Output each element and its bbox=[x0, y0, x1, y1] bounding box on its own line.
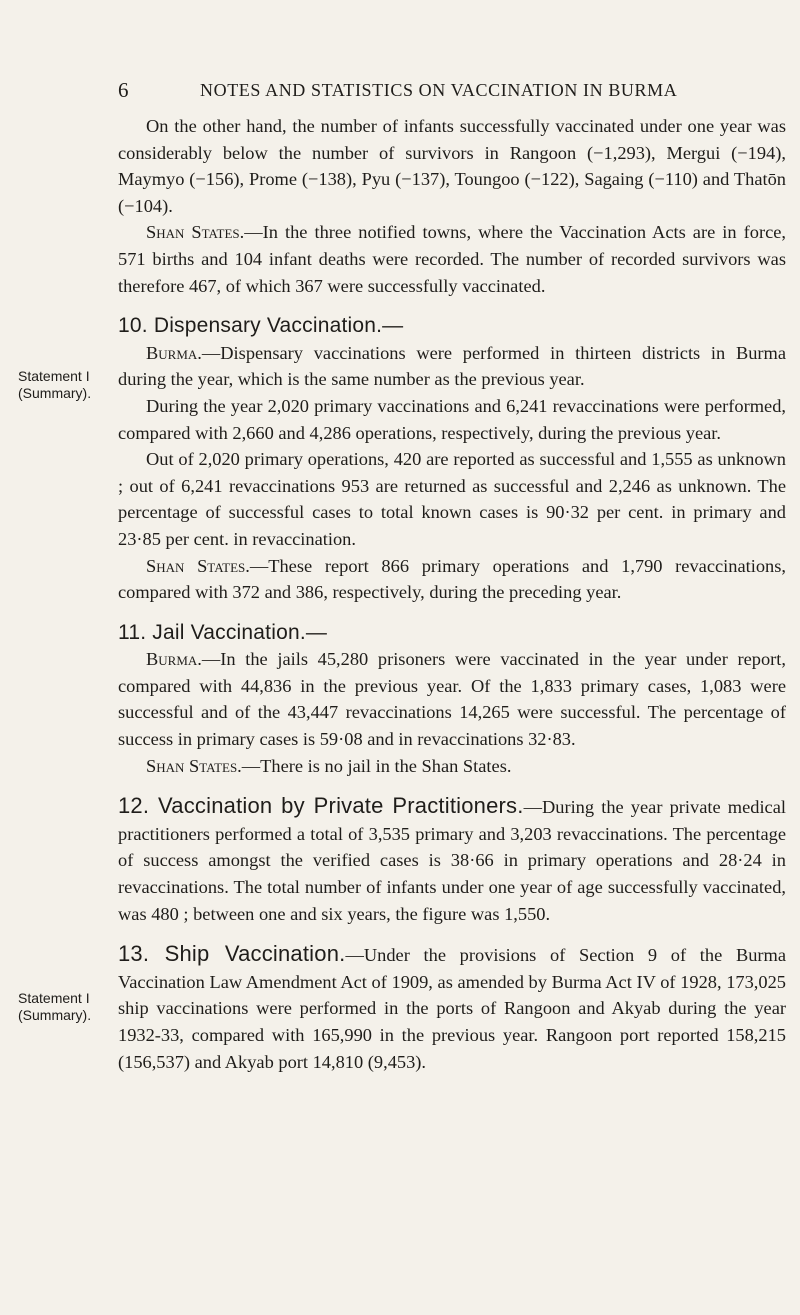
intro-paragraph: On the other hand, the number of infants successfully vaccinated under one year was considerably below the number of survivors in Rangoon (−1,293), Mergui (−194), Maymyo (−156), Prome (−138), Pyu (−137), Toungoo (−122), Sagaing (−110) and Thatōn (−104). bbox=[118, 116, 786, 216]
burma-text: —Dispensary vaccinations were performed in thirteen districts in Burma during the year, which is the same number as the previous year. bbox=[118, 342, 786, 390]
burma-label: Burma. bbox=[146, 342, 202, 363]
section-11-shan-paragraph bbox=[118, 753, 786, 780]
section-10-heading: 10. Dispensary Vaccination.— bbox=[118, 314, 404, 338]
section-10-paragraph-3: Out of 2,020 primary operations, 420 are reported as successful and 1,555 as unknown ; out of 6,241 revaccinations 953 are returned as successful and 2,246 as unknown. The percentage of successful cases to total known cases is 90·32 per cent. in primary and 23·85 per cent. in revaccination. bbox=[118, 449, 786, 549]
section-13-heading: 13. Ship Vaccination. bbox=[118, 941, 346, 967]
section-11-heading: 11. Jail Vaccination.— bbox=[118, 620, 328, 644]
section-12-paragraph bbox=[118, 793, 786, 927]
section-10-burma-paragraph bbox=[118, 340, 786, 393]
section-10-shan-paragraph bbox=[118, 553, 786, 606]
shan-states-text: —In the three notified towns, where the Vaccination Acts are in force, 571 births and 104 infant deaths were recorded. The number of recorded survivors was therefore 467, of which 367 were successfully vaccinated. bbox=[118, 222, 786, 296]
burma-text: —In the jails 45,280 prisoners were vaccinated in the year under report, compared with 44,836 in the previous year. Of the 1,833 primary cases, 1,083 were successful and of the 43,447 revaccinations 14,265 were successful. The percentage of success in primary cases is 59·08 and in revaccinations 32·83. bbox=[118, 649, 786, 750]
margin-note-statement-1-second bbox=[18, 990, 118, 1024]
page-number: 6 bbox=[118, 78, 129, 102]
section-11-burma-paragraph bbox=[118, 646, 786, 752]
shan-states-text: —These report 866 primary operations and 1,790 revaccinations, compared with 372 and 386, respectively, during the preceding year. bbox=[118, 555, 786, 603]
margin-note-line: Statement I bbox=[18, 990, 90, 1006]
section-13-paragraph bbox=[118, 941, 786, 1075]
intro-shan-paragraph bbox=[118, 219, 786, 299]
section-12-text: —During the year private medical practitioners performed a total of 3,535 primary and 3,203 revaccinations. The percentage of success amongst the verified cases is 38·66 in primary operations and 28·24 in revaccinations. The total number of infants under one year of age successfully vaccinated, was 480 ; between one and six years, the figure was 1,550. bbox=[118, 797, 786, 924]
section-13-text: —Under the provisions of Section 9 of the Burma Vaccination Law Amendment Act of 1909, as amended by Burma Act IV of 1928, 173,025 ship vaccinations were performed in the ports of Rangoon and Akyab during the year 1932-33, compared with 165,990 in the previous year. Rangoon port reported 158,215 (156,537) and Akyab port 14,810 (9,453). bbox=[118, 945, 787, 1072]
shan-states-text: —There is no jail in the Shan States. bbox=[241, 755, 512, 776]
margin-note-line: (Summary). bbox=[18, 385, 92, 401]
margin-note-line: Statement I bbox=[18, 368, 90, 384]
shan-states-label: Shan States. bbox=[146, 755, 242, 776]
shan-states-label: Shan States. bbox=[146, 222, 245, 243]
body-text bbox=[118, 113, 786, 1075]
running-title: NOTES AND STATISTICS ON VACCINATION IN BURMA bbox=[200, 80, 678, 100]
burma-label: Burma. bbox=[146, 649, 202, 670]
margin-note-statement-1 bbox=[18, 368, 118, 402]
section-12-heading: 12. Vaccination by Private Practitioners. bbox=[118, 793, 524, 819]
section-10-paragraph-2: During the year 2,020 primary vaccinations and 6,241 revaccinations were performed, compared with 2,660 and 4,286 operations, respectively, during the previous year. bbox=[118, 395, 786, 443]
shan-states-label: Shan States. bbox=[146, 555, 250, 576]
margin-note-line: (Summary). bbox=[18, 1007, 92, 1023]
